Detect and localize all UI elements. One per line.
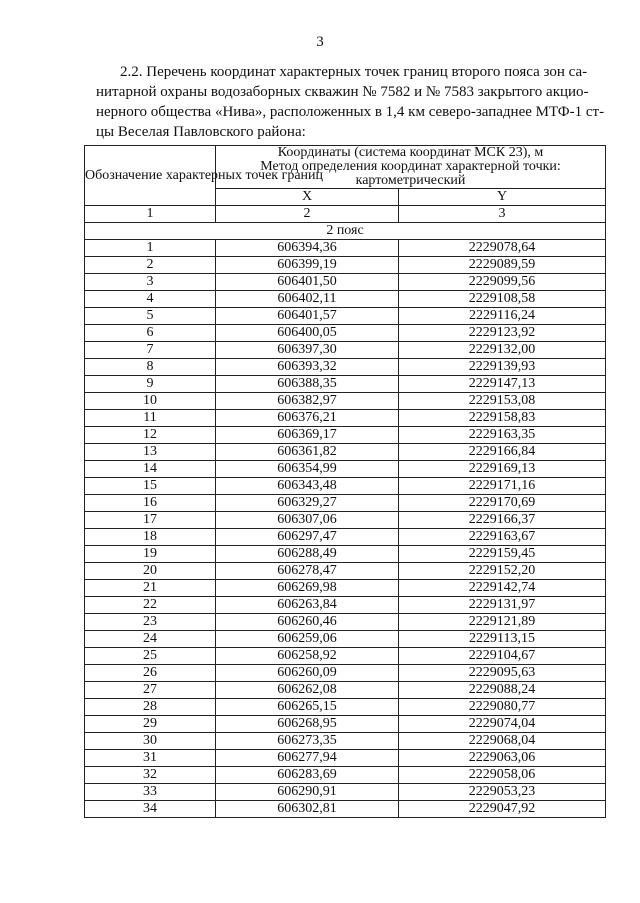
table-row <box>85 614 606 631</box>
x-coordinate-cell: 606307,06 <box>216 512 399 529</box>
point-number-cell: 9 <box>85 376 216 393</box>
column-number: 1 <box>85 206 216 223</box>
x-coordinate-cell: 606399,19 <box>216 257 399 274</box>
point-number-cell: 21 <box>85 580 216 597</box>
point-number-cell: 14 <box>85 461 216 478</box>
y-coordinate-cell: 2229153,08 <box>399 393 606 410</box>
point-number-cell: 3 <box>85 274 216 291</box>
x-coordinate-cell: 606400,05 <box>216 325 399 342</box>
table-row <box>85 427 606 444</box>
y-coordinate-cell: 2229104,67 <box>399 648 606 665</box>
table-row <box>85 716 606 733</box>
x-coordinate-cell: 606394,36 <box>216 240 399 257</box>
x-coordinate-cell: 606265,15 <box>216 699 399 716</box>
x-coordinate-cell: 606382,97 <box>216 393 399 410</box>
point-number-cell: 20 <box>85 563 216 580</box>
table-row <box>85 393 606 410</box>
coordinate-rows <box>85 240 606 818</box>
x-coordinate-cell: 606343,48 <box>216 478 399 495</box>
y-coordinate-cell: 2229074,04 <box>399 716 606 733</box>
table-row <box>85 648 606 665</box>
table-row <box>85 699 606 716</box>
table-row <box>85 444 606 461</box>
y-coordinate-cell: 2229108,58 <box>399 291 606 308</box>
point-number-cell: 2 <box>85 257 216 274</box>
point-number-cell: 29 <box>85 716 216 733</box>
x-coordinate-cell: 606283,69 <box>216 767 399 784</box>
point-number-cell: 13 <box>85 444 216 461</box>
y-coordinate-cell: 2229169,13 <box>399 461 606 478</box>
point-number-cell: 7 <box>85 342 216 359</box>
table-row <box>85 733 606 750</box>
table-row <box>85 325 606 342</box>
table-row <box>85 274 606 291</box>
table-row <box>85 682 606 699</box>
point-number-cell: 23 <box>85 614 216 631</box>
y-coordinate-cell: 2229170,69 <box>399 495 606 512</box>
point-number-cell: 25 <box>85 648 216 665</box>
x-coordinate-cell: 606277,94 <box>216 750 399 767</box>
point-number-cell: 27 <box>85 682 216 699</box>
x-coordinate-cell: 606393,32 <box>216 359 399 376</box>
y-coordinate-cell: 2229171,16 <box>399 478 606 495</box>
column-number: 3 <box>399 206 606 223</box>
x-coordinate-cell: 606269,98 <box>216 580 399 597</box>
x-coordinate-cell: 606262,08 <box>216 682 399 699</box>
point-number-cell: 6 <box>85 325 216 342</box>
x-coordinate-cell: 606260,46 <box>216 614 399 631</box>
point-number-cell: 11 <box>85 410 216 427</box>
y-coordinate-cell: 2229163,35 <box>399 427 606 444</box>
table-row <box>85 750 606 767</box>
y-coordinate-cell: 2229089,59 <box>399 257 606 274</box>
x-coordinate-cell: 606263,84 <box>216 597 399 614</box>
table-row <box>85 631 606 648</box>
table-row <box>85 478 606 495</box>
y-coordinate-cell: 2229147,13 <box>399 376 606 393</box>
table-row <box>85 784 606 801</box>
y-coordinate-cell: 2229131,97 <box>399 597 606 614</box>
table-row <box>85 257 606 274</box>
intro-line: нерного общества «Нива», расположенных в 1,4 км северо-западнее МТФ-1 ст- <box>96 104 605 120</box>
point-number-cell: 18 <box>85 529 216 546</box>
x-coordinate-cell: 606290,91 <box>216 784 399 801</box>
table-row <box>85 546 606 563</box>
point-number-cell: 1 <box>85 240 216 257</box>
point-number-cell: 22 <box>85 597 216 614</box>
table-row <box>85 359 606 376</box>
x-coordinate-cell: 606302,81 <box>216 801 399 818</box>
point-number-cell: 17 <box>85 512 216 529</box>
point-number-cell: 24 <box>85 631 216 648</box>
point-number-cell: 15 <box>85 478 216 495</box>
y-coordinate-cell: 2229088,24 <box>399 682 606 699</box>
header-coordinates-line: картометрический <box>355 173 466 188</box>
header-coordinates-line: Координаты (система координат МСК 23), м <box>277 145 544 160</box>
y-coordinate-cell: 2229058,06 <box>399 767 606 784</box>
table-row <box>85 529 606 546</box>
x-coordinate-cell: 606268,95 <box>216 716 399 733</box>
x-coordinate-cell: 606401,57 <box>216 308 399 325</box>
page-number: 3 <box>316 34 324 50</box>
table-row <box>85 410 606 427</box>
intro-line: 2.2. Перечень координат характерных точек границ второго пояса зон са- <box>120 64 588 80</box>
x-coordinate-cell: 606288,49 <box>216 546 399 563</box>
x-coordinate-cell: 606260,09 <box>216 665 399 682</box>
point-number-cell: 4 <box>85 291 216 308</box>
point-number-cell: 28 <box>85 699 216 716</box>
y-coordinate-cell: 2229099,56 <box>399 274 606 291</box>
x-coordinate-cell: 606278,47 <box>216 563 399 580</box>
point-number-cell: 32 <box>85 767 216 784</box>
x-coordinate-cell: 606402,11 <box>216 291 399 308</box>
table-row <box>85 597 606 614</box>
point-number-cell: 33 <box>85 784 216 801</box>
header-y: Y <box>399 189 606 206</box>
y-coordinate-cell: 2229166,84 <box>399 444 606 461</box>
x-coordinate-cell: 606369,17 <box>216 427 399 444</box>
x-coordinate-cell: 606354,99 <box>216 461 399 478</box>
y-coordinate-cell: 2229142,74 <box>399 580 606 597</box>
point-number-cell: 31 <box>85 750 216 767</box>
y-coordinate-cell: 2229068,04 <box>399 733 606 750</box>
x-coordinate-cell: 606376,21 <box>216 410 399 427</box>
coordinates-table <box>84 145 606 818</box>
header-x: X <box>216 189 399 206</box>
y-coordinate-cell: 2229053,23 <box>399 784 606 801</box>
point-number-cell: 8 <box>85 359 216 376</box>
x-coordinate-cell: 606388,35 <box>216 376 399 393</box>
header-point-designation: Обозначение характерных точек границ <box>85 146 216 206</box>
y-coordinate-cell: 2229116,24 <box>399 308 606 325</box>
point-number-cell: 16 <box>85 495 216 512</box>
table-row <box>85 240 606 257</box>
y-coordinate-cell: 2229159,45 <box>399 546 606 563</box>
x-coordinate-cell: 606397,30 <box>216 342 399 359</box>
header-coordinates-line: Метод определения координат характерной точки: <box>260 159 561 174</box>
y-coordinate-cell: 2229158,83 <box>399 410 606 427</box>
x-coordinate-cell: 606273,35 <box>216 733 399 750</box>
x-coordinate-cell: 606259,06 <box>216 631 399 648</box>
table-row <box>85 461 606 478</box>
table-row <box>85 376 606 393</box>
intro-line: нитарной охраны водозаборных скважин № 7582 и № 7583 закрытого акцио- <box>96 84 589 100</box>
y-coordinate-cell: 2229123,92 <box>399 325 606 342</box>
y-coordinate-cell: 2229080,77 <box>399 699 606 716</box>
table-row <box>85 342 606 359</box>
table-row <box>85 580 606 597</box>
x-coordinate-cell: 606361,82 <box>216 444 399 461</box>
y-coordinate-cell: 2229121,89 <box>399 614 606 631</box>
y-coordinate-cell: 2229063,06 <box>399 750 606 767</box>
y-coordinate-cell: 2229132,00 <box>399 342 606 359</box>
point-number-cell: 30 <box>85 733 216 750</box>
x-coordinate-cell: 606258,92 <box>216 648 399 665</box>
x-coordinate-cell: 606297,47 <box>216 529 399 546</box>
point-number-cell: 12 <box>85 427 216 444</box>
x-coordinate-cell: 606401,50 <box>216 274 399 291</box>
table-row <box>85 291 606 308</box>
point-number-cell: 10 <box>85 393 216 410</box>
point-number-cell: 34 <box>85 801 216 818</box>
table-row <box>85 308 606 325</box>
table-row <box>85 665 606 682</box>
intro-paragraph <box>96 62 606 142</box>
column-number: 2 <box>216 206 399 223</box>
section-label: 2 пояс <box>85 223 606 240</box>
table-row <box>85 512 606 529</box>
table-row <box>85 801 606 818</box>
point-number-cell: 26 <box>85 665 216 682</box>
y-coordinate-cell: 2229139,93 <box>399 359 606 376</box>
intro-line: цы Веселая Павловского района: <box>96 124 306 140</box>
y-coordinate-cell: 2229152,20 <box>399 563 606 580</box>
table-row <box>85 563 606 580</box>
table-row <box>85 767 606 784</box>
point-number-cell: 5 <box>85 308 216 325</box>
y-coordinate-cell: 2229113,15 <box>399 631 606 648</box>
table-row <box>85 495 606 512</box>
y-coordinate-cell: 2229095,63 <box>399 665 606 682</box>
y-coordinate-cell: 2229166,37 <box>399 512 606 529</box>
y-coordinate-cell: 2229078,64 <box>399 240 606 257</box>
y-coordinate-cell: 2229163,67 <box>399 529 606 546</box>
y-coordinate-cell: 2229047,92 <box>399 801 606 818</box>
point-number-cell: 19 <box>85 546 216 563</box>
x-coordinate-cell: 606329,27 <box>216 495 399 512</box>
